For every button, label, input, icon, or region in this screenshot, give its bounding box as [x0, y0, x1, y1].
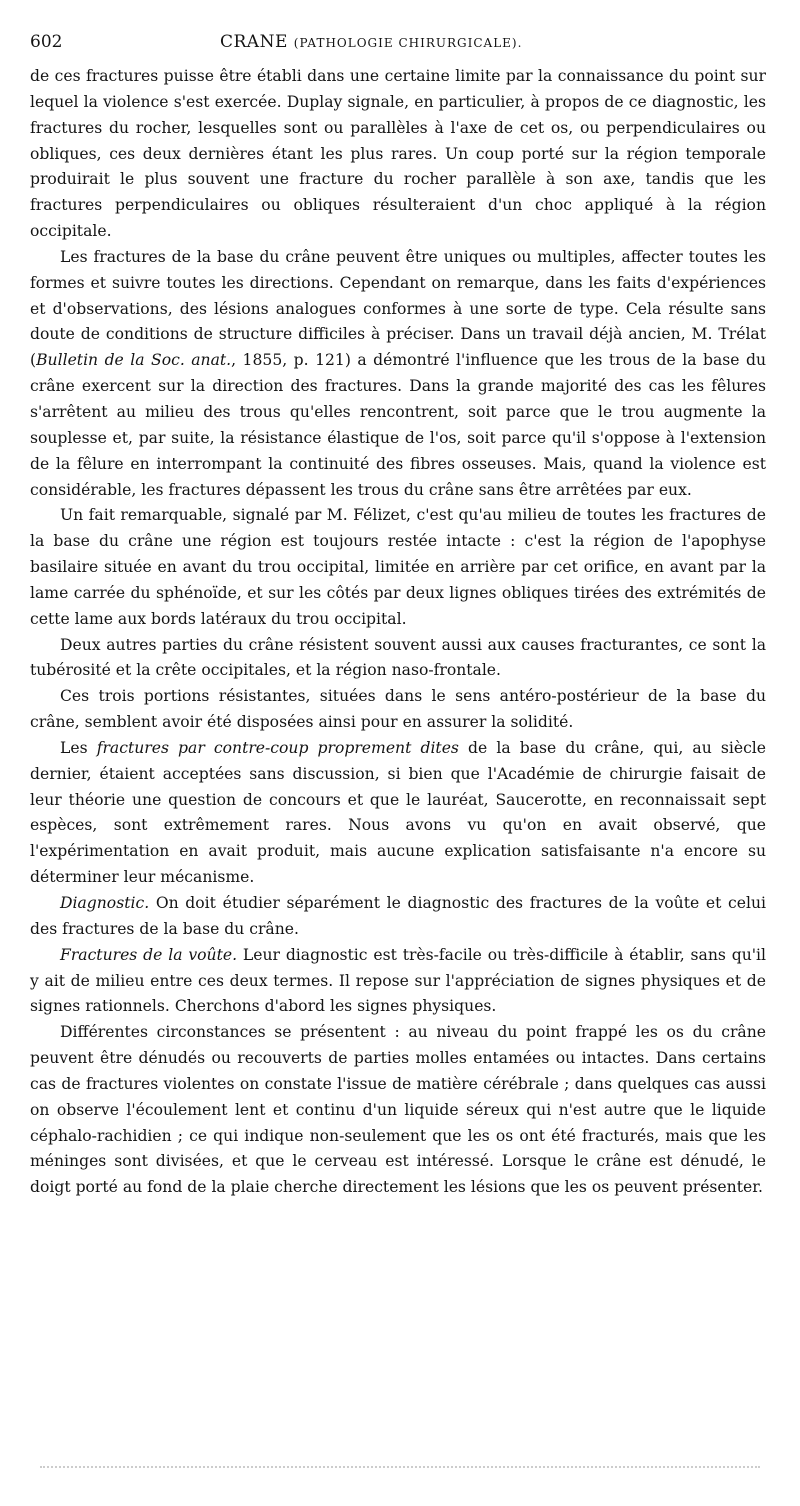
- paragraph-contre-coup: Les fractures par contre-coup proprement dites de la base du crâne, qui, au siècle dernier, étaient acceptées sans discussion, si bien que l'Académie de chirurgie faisait de leur théorie une question de concours et que le lauréat, Saucerotte, en reconnaissait sept espèces, sont extrêmement rares. Nous avons vu qu'on en avait observé, que l'expérimentation en avait produit, mais aucune explication satisfaisante n'a encore su déterminer leur mécanisme.: [30, 738, 767, 887]
- paragraph-three-portions: Ces trois portions résistantes, situées dans le sens antéro-postérieur de la base du crâne, semblent avoir été disposées ainsi pour en assurer la solidité.: [30, 687, 766, 732]
- paragraph-felizet: Un fait remarquable, signalé par M. Félizet, c'est qu'au milieu de toutes les fractures de la base du crâne une région est toujours restée intacte : c'est la région de l'apophyse basilaire située en avant du trou occipital, limitée en arrière par cet orifice, en avant par la lame carrée du sphénoïde, et sur les côtés par deux lignes obliques tirées des extrémités de cette lame aux bords latéraux du trou occipital.: [30, 506, 766, 628]
- running-head-title: CRANE: [220, 32, 288, 52]
- paragraph-fractures-voute: Fractures de la voûte. Leur diagnostic est très-facile ou très-difficile à établir, sans qu'il y ait de milieu entre ces deux termes. Il repose sur l'appréciation de signes physiques et de signes rationnels. Cherchons d'abord les signes physiques.: [30, 945, 767, 1016]
- book-page: [30, 28, 766, 1201]
- page-header: [30, 28, 766, 58]
- paragraph-base-fractures: Les fractures de la base du crâne peuvent être uniques ou multiples, affecter toutes les formes et suivre toutes les directions. Cependant on remarque, dans les faits d'expériences et d'observations, des lésions analogues conformes à une sorte de type. Cela résulte sans doute de conditions de structure difficiles à préciser. Dans un travail déjà ancien, M. Trélat (Bulletin de la Soc. anat., 1855, p. 121) a démontré l'influence que les trous de la base du crâne exercent sur la direction des fractures. Dans la grande majorité des cas les fêlures s'arrêtent au milieu des trous qu'elles rencontrent, soit parce que le trou augmente la souplesse et, par suite, la résistance élastique de l'os, soit parce qu'il s'oppose à l'extension de la fêlure en interrompant la continuité des fibres osseuses. Mais, quand la violence est considérable, les fractures dépassent les trous du crâne sans être arrêtées par eux.: [30, 247, 766, 499]
- body-text: [30, 64, 766, 1201]
- page-number: 602: [30, 32, 63, 52]
- running-head: [220, 32, 522, 52]
- section-heading-voute: Fractures de la voûte.: [60, 945, 238, 964]
- paragraph-circonstances: Différentes circonstances se présentent : au niveau du point frappé les os du crâne peuvent être dénudés ou recouverts de parties molles entamées ou intactes. Dans certains cas de fractures violentes on constate l'issue de matière cérébrale ; dans quelques cas aussi on observe l'écoulement lent et continu d'un liquide séreux qui n'est autre que le liquide céphalo-rachidien ; ce qui indique non-seulement que les os ont été fracturés, mais que les méninges sont divisées, et que le cerveau est intéressé. Lorsque le crâne est dénudé, le doigt porté au fond de la plaie cherche directement les lésions que les os peuvent présenter.: [30, 1023, 766, 1197]
- section-heading-diagnostic: Diagnostic.: [60, 894, 150, 912]
- page-bottom-speckle: [40, 1466, 760, 1472]
- paragraph-diagnostic: Diagnostic. On doit étudier séparément le diagnostic des fractures de la voûte et celui des fractures de la base du crâne.: [30, 894, 766, 938]
- paragraph-continuation: de ces fractures puisse être établi dans une certaine limite par la connaissance du point sur lequel la violence s'est exercée. Duplay signale, en particulier, à propos de ce diagnostic, les fractures du rocher, lesquelles sont ou parallèles à l'axe de cet os, ou perpendiculaires ou obliques, ces deux dernières étant les plus rares. Un coup porté sur la région temporale produirait le plus souvent une fracture du rocher parallèle à son axe, tandis que les fractures perpendiculaires ou obliques résulteraient d'un choc appliqué à la région occipitale.: [30, 67, 766, 241]
- citation-bulletin: Bulletin de la Soc. anat.: [36, 351, 232, 370]
- term-contre-coup: fractures par contre-coup proprement dites: [96, 738, 459, 757]
- running-head-subtitle: (PATHOLOGIE CHIRURGICALE).: [293, 36, 523, 50]
- paragraph-resistant-parts: Deux autres parties du crâne résistent souvent aussi aux causes fracturantes, ce sont la tubérosité et la crête occipitales, et la région naso-frontale.: [30, 635, 766, 680]
